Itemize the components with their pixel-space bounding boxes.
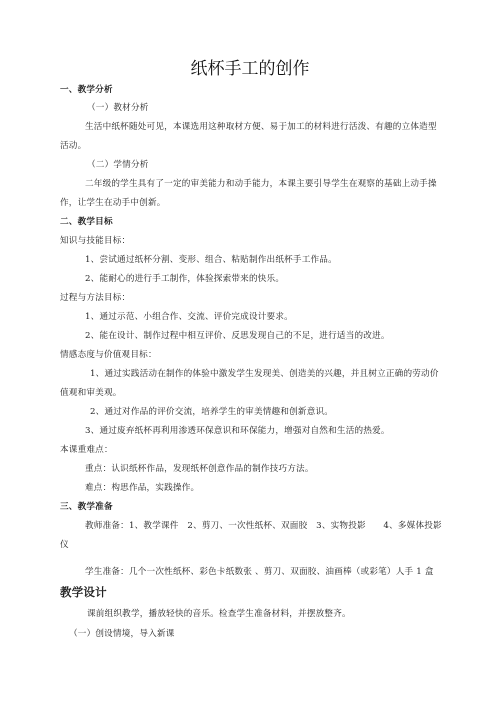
- teacher-preparation-continued: 仪: [60, 540, 69, 550]
- paragraph-line: 生活中纸杯随处可见，本课选用这种取材方便、易于加工的材料进行活泼、有趣的立体造型: [85, 122, 437, 132]
- goal-item-continued: 值观和审美观。: [60, 388, 122, 398]
- key-point: 重点：认识纸杯作品，发现纸杯创意作品的制作技巧方法。: [85, 464, 314, 474]
- page-title: 纸杯手工的创作: [190, 59, 310, 79]
- teacher-preparation: 教师准备：1、教学课件 2、剪刀、一次性纸杯、双面胶 3、实物投影 4、多媒体投影: [85, 521, 442, 531]
- goal-label: 知识与技能目标：: [60, 236, 131, 246]
- section-heading-design: 教学设计: [60, 585, 107, 599]
- design-intro: 课前组织教学，播放轻快的音乐。检查学生准备材料，并摆放整齐。: [87, 609, 351, 619]
- goal-item: 1、尝试通过纸杯分割、变形、组合、粘贴制作出纸杯手工作品。: [85, 255, 337, 265]
- key-points-label: 本课重难点：: [60, 445, 113, 455]
- paragraph-line: 二年级的学生具有了一定的审美能力和动手能力，本课主要引导学生在观察的基础上动手操: [85, 179, 437, 189]
- goal-item: 3、通过废弃纸杯再利用渗透环保意识和环保能力，增强对自然和生活的热爱。: [85, 426, 390, 436]
- goal-item: 1、通过示范、小组合作、交流、评价完成设计要求。: [85, 312, 293, 322]
- goal-item: 2、能在设计、制作过程中相互评价、反思发现自己的不足，进行适当的改进。: [85, 331, 390, 341]
- paragraph-line: 活动。: [60, 141, 87, 151]
- section-heading-analysis: 一、教学分析: [60, 85, 113, 95]
- section-heading-goals: 二、教学目标: [60, 217, 113, 227]
- goal-item: 2、通过对作品的评价交流，培养学生的审美情趣和创新意识。: [90, 407, 334, 417]
- paragraph-line: 作，让学生在动手中创新。: [60, 198, 166, 208]
- goal-label: 情感态度与价值观目标：: [60, 350, 157, 360]
- goal-label: 过程与方法目标：: [60, 293, 131, 303]
- goal-item: 1、通过实践活动在制作的体验中激发学生发现美、创造美的兴趣，并且树立正确的劳动价: [90, 369, 439, 379]
- subheading-material: （一）教材分析: [87, 103, 149, 113]
- student-preparation: 学生准备：几个一次性纸杯、彩色卡纸数张 、剪刀、双面胶、油画棒（或彩笔）人手 1 盒: [85, 567, 434, 577]
- design-step: （一）创设情境，导入新课: [69, 629, 175, 639]
- subheading-students: （二）学情分析: [87, 160, 149, 170]
- section-heading-preparation: 三、教学准备: [60, 502, 113, 512]
- difficult-point: 难点：构思作品，实践操作。: [85, 483, 200, 493]
- goal-item: 2、能耐心的进行手工制作，体验探索带来的快乐。: [85, 274, 285, 284]
